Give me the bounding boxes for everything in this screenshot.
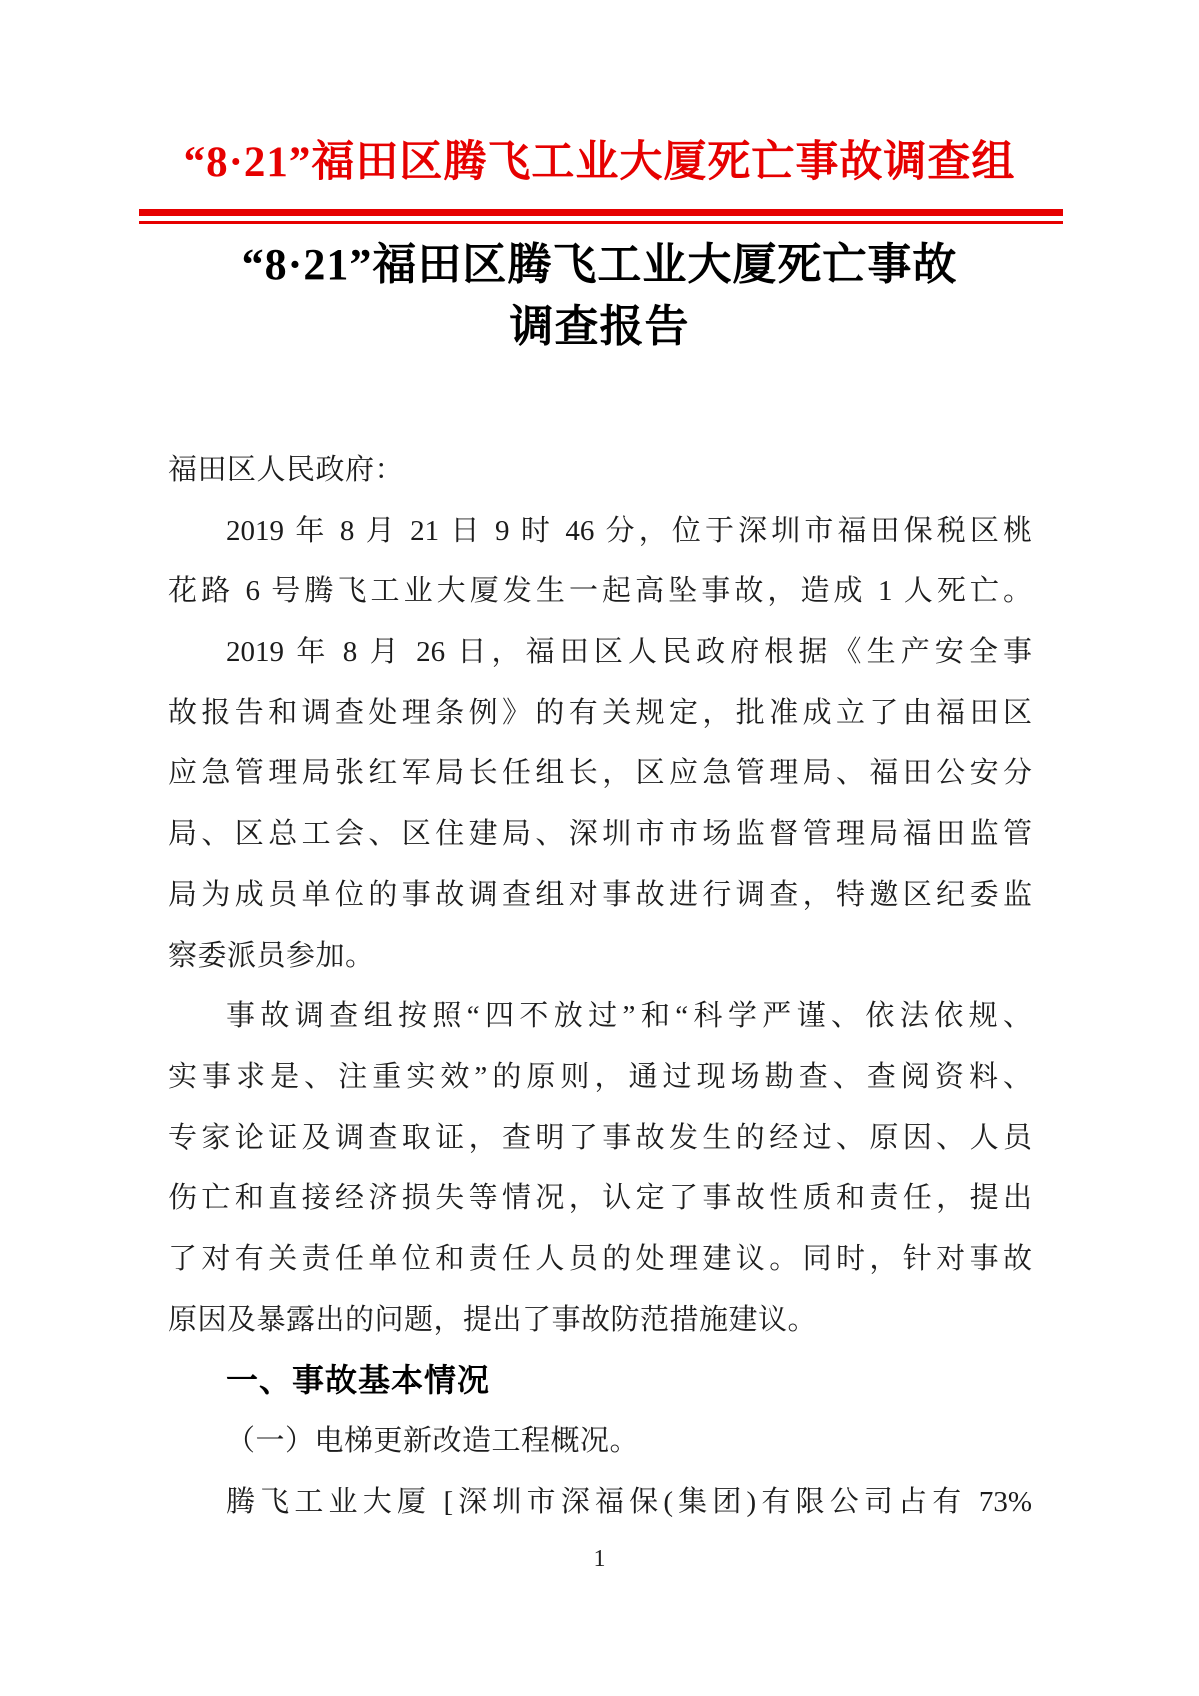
body-line: 局、区总工会、区住建局、深圳市市场监督管理局福田监管 [168,818,1032,851]
body-line: 事故调查组按照“四不放过”和“科学严谨、依法依规、 [226,1000,1032,1033]
section-heading-emphasis: 一、事故 [226,1362,359,1399]
body-line: （一）电梯更新改造工程概况。 [226,1425,640,1457]
section-heading-rest: 基本情况 [358,1362,491,1399]
body-line: 2019 年 8 月 26 日，福田区人民政府根据《生产安全事 [226,636,1032,669]
body-line: 腾飞工业大厦 [深圳市深福保(集团)有限公司占有 73% [226,1485,1032,1518]
body-line: 实事求是、注重实效”的原则，通过现场勘查、查阅资料、 [168,1060,1032,1093]
body-line: 专家论证及调查取证，查明了事故发生的经过、原因、人员 [168,1121,1032,1154]
document-body [168,440,1032,1532]
body-line: 察委派员参加。 [168,939,375,972]
body-line: 了对有关责任单位和责任人员的处理建议。同时，针对事故 [168,1242,1032,1275]
document-title [0,234,1199,358]
document-title-line2: 调查报告 [509,302,690,351]
page-number: 1 [593,1546,606,1572]
body-line: 局为成员单位的事故调查组对事故进行调查，特邀区纪委监 [168,878,1032,911]
body-line: 2019 年 8 月 21 日 9 时 46 分，位于深圳市福田保税区桃 [226,514,1032,547]
body-line: 应急管理局张红军局长任组长，区应急管理局、福田公安分 [168,757,1032,790]
body-line: 福田区人民政府： [168,454,405,486]
body-line: 原因及暴露出的问题，提出了事故防范措施建议。 [168,1303,818,1336]
letterhead-divider-thin [139,221,1063,224]
body-line: 花路 6 号腾飞工业大厦发生一起高坠事故，造成 1 人死亡。 [168,575,1032,608]
letterhead-divider-thick [139,209,1063,216]
letterhead-banner: “8·21”福田区腾飞工业大厦死亡事故调查组 [183,139,1016,186]
document-title-line1: “8·21”福田区腾飞工业大厦死亡事故 [241,240,958,289]
body-line: 故报告和调查处理条例》的有关规定，批准成立了由福田区 [168,696,1032,729]
body-line: 伤亡和直接经济损失等情况，认定了事故性质和责任，提出 [168,1182,1032,1215]
section-heading [168,1350,1032,1411]
